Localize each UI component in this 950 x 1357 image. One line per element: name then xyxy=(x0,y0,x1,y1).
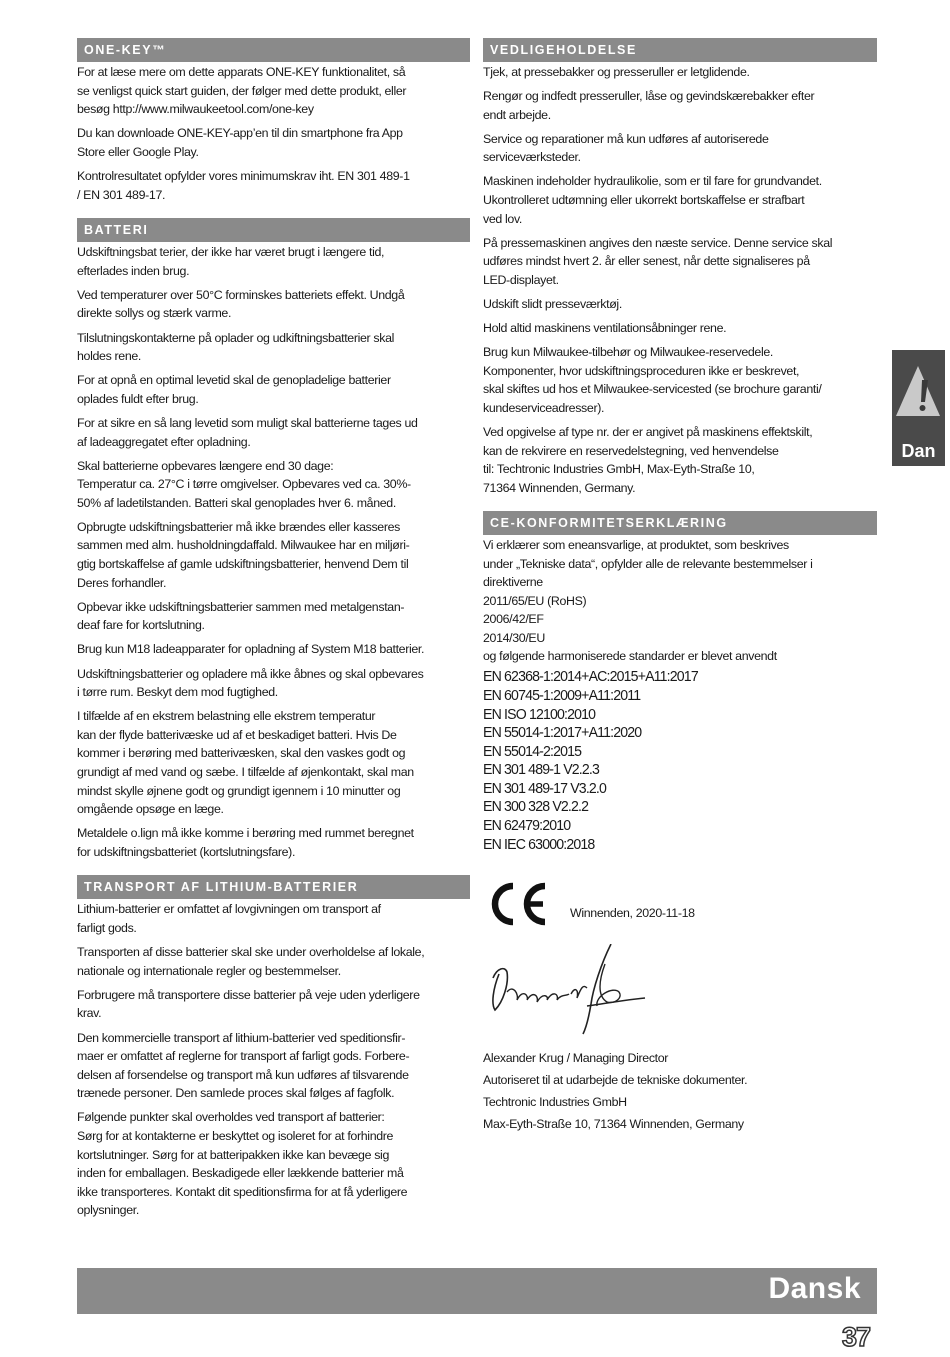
paragraph xyxy=(77,457,470,513)
right-column xyxy=(483,38,877,1135)
paragraph xyxy=(77,63,470,119)
paragraph xyxy=(77,414,470,451)
paragraph xyxy=(77,167,470,204)
text-line: I tilfælde af en ekstrem belastning elle ekstrem temperatur xyxy=(77,709,376,724)
text-line: Sørg for at kontakterne er beskyttet og isoleret for at forhindre xyxy=(77,1129,394,1143)
text-line: mindst skylle øjnene godt og grundigt igennem i 10 minutter og xyxy=(77,783,401,798)
ce-standard: EN 55014-2:2015 xyxy=(483,742,582,760)
text-line: Forbrugere må transportere disse batterier på veje uden yderligere xyxy=(77,987,420,1002)
section-title-batteri: BATTERI xyxy=(77,218,470,242)
text-line: holdes rene. xyxy=(77,349,141,364)
paragraph xyxy=(77,824,470,861)
left-column xyxy=(77,38,470,1225)
text-line: efterlades inden brug. xyxy=(77,263,190,278)
text-line: Temperatur ca. 27°C i tørre omgivelser. Opbevares ved ca. 30%- xyxy=(77,477,411,492)
paragraph xyxy=(483,63,877,82)
text-line: LED-displayet. xyxy=(483,272,559,287)
text-line: krav. xyxy=(77,1006,102,1021)
text-line: udføres mindst hvert 2. år eller senest, når dette signaliseres på xyxy=(483,254,810,269)
paragraph xyxy=(77,640,470,659)
text-line: inden for emballagen. Beskadigede eller lækkende batterier må xyxy=(77,1166,404,1181)
signatory-block xyxy=(483,1047,877,1135)
text-line: direkte sollys og stærk varme. xyxy=(77,306,232,321)
paragraph xyxy=(77,518,470,592)
language-side-tab xyxy=(892,350,945,466)
ce-standard: EN 301 489-17 V3.2.0 xyxy=(483,779,607,797)
text-line: 50% af ladetilstanden. Batteri skal genoplades hver 6. måned. xyxy=(77,495,396,510)
ce-standard: EN ISO 12100:2010 xyxy=(483,705,596,723)
paragraph xyxy=(483,423,877,497)
paragraph xyxy=(483,319,877,338)
paragraph xyxy=(77,286,470,323)
text-line: oplysninger. xyxy=(77,1203,139,1218)
paragraph xyxy=(77,1108,470,1220)
ce-harmonised-intro: og følgende harmoniserede standarder er blevet anvendt xyxy=(483,648,777,663)
text-line: Tilslutningskontakterne på oplader og udkiftningsbatterier skal xyxy=(77,330,395,345)
ce-standards xyxy=(483,668,877,854)
one-key-body xyxy=(77,63,470,204)
ce-standard: EN 62368-1:2014+AC:2015+A11:2017 xyxy=(483,668,698,686)
text-line: Ukontrolleret udtømning eller ukorrekt bortskaffelse er strafbart xyxy=(483,193,805,208)
text-line: kommer i berøring med batterivæsken, skal den vaskes godt og xyxy=(77,746,406,761)
text-line: Udskiftningsbatterier og opladere må ikke åbnes og skal opbevares xyxy=(77,666,424,681)
text-line: se venligst quick start guiden, der følger med dette produkt, eller xyxy=(77,83,407,98)
text-line: besøg http://www.milwaukeetool.com/one-key xyxy=(77,102,314,117)
ce-standard: EN IEC 63000:2018 xyxy=(483,835,595,853)
paragraph xyxy=(77,598,470,635)
signatory-name: Alexander Krug / Managing Director xyxy=(483,1051,669,1066)
text-line: for udskiftningsbatteriet (kortslutningsfare). xyxy=(77,844,296,859)
ce-intro-line: direktiverne xyxy=(483,575,543,590)
ce-directives xyxy=(483,592,877,647)
paragraph xyxy=(483,295,877,314)
text-line: Komponenter, hvor udskiftningsproceduren ikke er beskrevet, xyxy=(483,363,800,378)
paragraph xyxy=(483,343,877,417)
text-line: Service og reparationer må kun udføres af autoriserede xyxy=(483,131,769,146)
text-line: skal skiftes ud hos et Milwaukee-servicested (se brochure garanti/ xyxy=(483,382,822,397)
text-line: i tørre rum. Beskyt dem mod fugtighed. xyxy=(77,685,278,700)
ce-standard: EN 300 328 V2.2.2 xyxy=(483,798,589,816)
text-line: Følgende punkter skal overholdes ved transport af batterier: xyxy=(77,1110,385,1125)
text-line: serviceværksteder. xyxy=(483,150,581,165)
company-name: Techtronic Industries GmbH xyxy=(483,1095,627,1110)
paragraph xyxy=(483,172,877,228)
footer-language: Dansk xyxy=(768,1272,861,1305)
text-line: kan de rekvirere en reservedelstegning, ved henvendelse xyxy=(483,443,779,458)
ce-standard: EN 301 489-1 V2.2.3 xyxy=(483,761,600,779)
ce-mark-icon xyxy=(487,882,549,926)
ce-intro xyxy=(483,536,877,591)
paragraph xyxy=(77,900,470,937)
text-line: Metaldele o.lign må ikke komme i berøring med rummet beregnet xyxy=(77,826,414,841)
text-line: På pressemaskinen angives den næste service. Denne service skal xyxy=(483,235,833,250)
warning-icon xyxy=(892,352,945,432)
text-line: Den kommercielle transport af lithium-batterier ved speditionsfir- xyxy=(77,1030,406,1045)
text-line: Opbevar ikke udskiftningsbatterier sammen med metalgenstan- xyxy=(77,599,405,614)
text-line: For at læse mere om dette apparats ONE-KEY funktionalitet, så xyxy=(77,65,406,79)
text-line: kan der flyde batterivæske ud af et beskadiget batteri. Hvis De xyxy=(77,727,397,742)
vedligeholdelse-body xyxy=(483,63,877,497)
side-tab-label: Dan xyxy=(901,441,936,461)
ce-date-place: Winnenden, 2020-11-18 xyxy=(570,906,695,921)
paragraph xyxy=(77,243,470,280)
paragraph xyxy=(483,87,877,124)
text-line: deaf fare for kortslutning. xyxy=(77,618,205,633)
paragraph xyxy=(77,943,470,980)
text-line: maer er omfattet af reglerne for transport af farligt gods. Forbere- xyxy=(77,1049,410,1064)
text-line: Deres forhandler. xyxy=(77,575,167,590)
signature-image xyxy=(483,944,653,1036)
text-line: Du kan downloade ONE-KEY-app’en til din smartphone fra App xyxy=(77,126,403,141)
paragraph xyxy=(77,124,470,161)
text-line: sammen med alm. husholdningdaffald. Milwaukee har en miljøri- xyxy=(77,538,410,553)
text-line: 71364 Winnenden, Germany. xyxy=(483,480,636,495)
text-line: Maskinen indeholder hydraulikolie, som er til fare for grundvandet. xyxy=(483,174,822,189)
page-number: 37 xyxy=(842,1322,871,1352)
ce-intro-line: under „Tekniske data“, opfylder alle de relevante bestemmelser i xyxy=(483,556,813,571)
ce-standard: EN 55014-1:2017+A11:2020 xyxy=(483,724,642,742)
text-line: kundeserviceadresser). xyxy=(483,401,605,415)
text-line: oplades fuldt efter brug. xyxy=(77,391,199,406)
paragraph xyxy=(77,1029,470,1103)
text-line: Ved temperaturer over 50°C forminskes batteriets effekt. Undgå xyxy=(77,287,405,302)
text-line: Skal batterierne opbevares længere end 30 dage: xyxy=(77,458,334,473)
paragraph xyxy=(77,371,470,408)
ce-standard: EN 60745-1:2009+A11:2011 xyxy=(483,686,641,704)
paragraph xyxy=(77,329,470,366)
paragraph xyxy=(77,665,470,702)
text-line: Brug kun M18 ladeapparater for opladning af System M18 batterier. xyxy=(77,642,425,657)
text-line: gtig bortskaffelse af gamle udskiftningsbatterier, henvend Dem til xyxy=(77,557,409,572)
text-line: Udskift slidt presseværktøj. xyxy=(483,297,622,312)
text-line: til: Techtronic Industries GmbH, Max-Eyth-Straße 10, xyxy=(483,462,755,477)
paragraph xyxy=(483,234,877,290)
section-title-one-key: ONE-KEY™ xyxy=(77,38,470,62)
text-line: ved lov. xyxy=(483,211,522,226)
ce-body xyxy=(483,536,877,1135)
text-line: Udskiftningsbat terier, der ikke har været brugt i længere tid, xyxy=(77,245,385,260)
section-title-vedligeholdelse: VEDLIGEHOLDELSE xyxy=(483,38,877,62)
text-line: delsen af forsendelse og transport må kun udføres af tilsvarende xyxy=(77,1067,409,1082)
ce-standard: EN 62479:2010 xyxy=(483,817,571,835)
batteri-body xyxy=(77,243,470,861)
text-line: af ladeaggregatet efter opladning. xyxy=(77,434,251,449)
text-line: Tjek, at pressebakker og presseruller er letglidende. xyxy=(483,65,750,79)
ce-intro-line: Vi erklærer som eneansvarlige, at produktet, som beskrives xyxy=(483,538,789,553)
ce-directive: 2014/30/EU xyxy=(483,630,545,645)
authorised-text: Autoriseret til at udarbejde de tekniske dokumenter. xyxy=(483,1073,748,1088)
text-line: For at sikre en så lang levetid som muligt skal batterierne tages ud xyxy=(77,415,418,430)
text-line: Hold altid maskinens ventilationsåbninger rene. xyxy=(483,321,727,336)
text-line: Rengør og indfedt presseruller, låse og gevindskærebakker efter xyxy=(483,89,815,104)
text-line: Brug kun Milwaukee-tilbehør og Milwaukee-reservedele. xyxy=(483,345,773,360)
transport-body xyxy=(77,900,470,1220)
text-line: endt arbejde. xyxy=(483,107,551,122)
paragraph xyxy=(483,130,877,167)
text-line: ikke transporteres. Kontakt dit speditionsfirma for at få yderligere xyxy=(77,1184,408,1199)
text-line: trænede personer. Den samlede proces skal følges af fagfolk. xyxy=(77,1086,395,1101)
text-line: Kontrolresultatet opfylder vores minimumskrav iht. EN 301 489-1 xyxy=(77,168,410,183)
text-line: Opbrugte udskiftningsbatterier må ikke brændes eller kasseres xyxy=(77,519,400,534)
section-title-ce: CE-KONFORMITETSERKLÆRING xyxy=(483,511,877,535)
text-line: Lithium-batterier er omfattet af lovgivningen om transport af xyxy=(77,902,381,917)
text-line: kortslutninger. Sørg for at batteripakken ikke kan bevæge sig xyxy=(77,1147,389,1162)
text-line: omgående opsøge en læge. xyxy=(77,802,224,817)
text-line: farligt gods. xyxy=(77,921,137,936)
paragraph xyxy=(77,707,470,819)
text-line: grundigt af med vand og sæbe. I tilfælde af øjenkontakt, skal man xyxy=(77,765,414,779)
ce-directive: 2011/65/EU (RoHS) xyxy=(483,593,587,608)
text-line: / EN 301 489-17. xyxy=(77,187,166,202)
text-line: Transporten af disse batterier skal ske under overholdelse af lokale, xyxy=(77,945,425,960)
text-line: Store eller Google Play. xyxy=(77,144,199,159)
ce-directive: 2006/42/EF xyxy=(483,612,544,627)
text-line: For at opnå en optimal levetid skal de genopladelige batterier xyxy=(77,373,391,388)
text-line: Ved opgivelse af type nr. der er angivet på maskinens effektskilt, xyxy=(483,425,813,440)
company-address: Max-Eyth-Straße 10, 71364 Winnenden, Germany xyxy=(483,1117,744,1132)
section-title-transport: TRANSPORT AF LITHIUM-BATTERIER xyxy=(77,875,470,899)
text-line: nationale og internationale regler og bestemmelser. xyxy=(77,963,341,978)
ce-mark-row xyxy=(483,876,877,938)
footer-bar xyxy=(77,1268,877,1314)
paragraph xyxy=(77,986,470,1023)
